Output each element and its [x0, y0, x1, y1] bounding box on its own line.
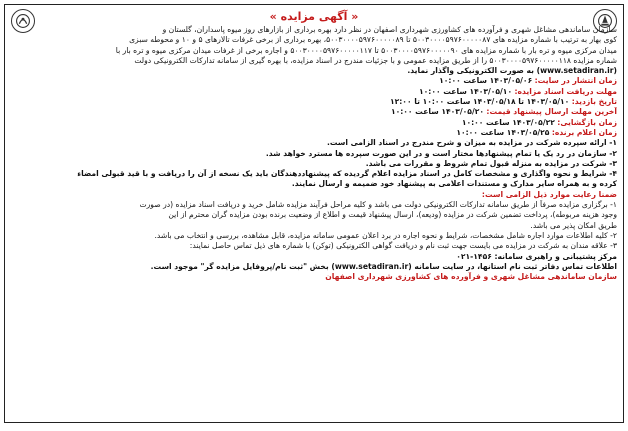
schedule-label: زمان اعلام برنده: — [551, 127, 617, 137]
schedule-row — [11, 128, 617, 138]
schedule-row — [11, 118, 617, 128]
intro-line: شماره مزایده ۵۰۰۳۰۰۰۰۵۹۷۶۰۰۰۰۰۱۱۸ را از طریق مزایده عمومی و با جزئیات مندرج در اسناد مزایده، با بهره گیری از سامانه تدارکات الکترونیکی دولت — [134, 55, 617, 65]
intro-line: سازمان ساماندهی مشاغل شهری و فرآورده های کشاورزی شهرداری اصفهان در نظر دارد بهره برداری از بازارهای روز میوه پاسداران، گلستان و — [162, 25, 617, 34]
guarantee-item: وجود هزینه مربوطه)، پرداخت تضمین شرکت در مزایده (ودیعه)، ارسال پیشنهاد قیمت و اطلاع از وضعیت برنده بودن مزایده گران محترم از این — [168, 210, 617, 220]
schedule-label: زمان انتشار در سایت: — [534, 76, 617, 86]
notice-title: « آگهی مزایده » — [269, 10, 359, 23]
condition-item: ۱- ارائه سپرده شرکت در مزایده به میزان و شرح مندرج در اسناد الزامی است. — [326, 138, 617, 148]
notice-footer: سازمان ساماندهی مشاغل شهری و فرآورده های کشاورزی شهرداری اصفهان — [325, 272, 617, 282]
condition-item: ۲- سازمان در رد یک یا تمام پیشنهادها مختار است و در این صورت سپرده ها مسترد خواهد شد. — [265, 148, 617, 158]
schedule-row — [11, 76, 617, 86]
condition-item: ۳- شرکت در مزایده به منزله قبول تمام شروط و مقررات می باشد. — [365, 158, 617, 168]
schedule-value: ۱۴۰۳/۰۵/۲۲ ساعت ۱۰:۰۰ — [461, 117, 555, 127]
schedule-value: ۱۴۰۳/۰۵/۲۵ ساعت ۱۰:۰۰ — [456, 127, 550, 137]
schedule-row — [11, 107, 617, 117]
schedule-label: آخرین مهلت ارسال پیشنهاد قیمت: — [486, 107, 617, 117]
guarantee-heading: ضمنا رعایت موارد ذیل الزامی است: — [481, 189, 617, 199]
schedule-label: مهلت دریافت اسناد مزایده: — [514, 86, 617, 96]
schedule-value: ۱۴۰۳/۰۵/۰۶ ساعت ۱۰:۰۰ — [439, 76, 533, 86]
schedule-value: ۱۴۰۳/۰۵/۱۰ ساعت ۱۰:۰۰ — [419, 86, 513, 96]
intro-line: میدان مرکزی میوه و تره بار با شماره مزایده های ۵۰۰۳۰۰۰۰۵۹۷۶۰۰۰۰۰۹۰ تا ۵۰۰۳۰۰۰۰۵۹۷۶۰۰۰۰۰۱۱۷ و اجاره برخی از غرفات میدان مرکزی میوه و تره بار با — [115, 45, 617, 55]
schedule-row — [11, 97, 617, 107]
intro-line: (www.setadiran.ir) به صورت الکترونیکی واگذار نماید. — [407, 66, 617, 76]
guarantee-item: ۳- علاقه مندان به شرکت در مزایده می بایست جهت ثبت نام و دریافت گواهی الکترونیکی (توکن) با شماره های ذیل تماس حاصل نمایند: — [189, 241, 617, 251]
guarantee-item: طریق امکان پذیر می باشد. — [530, 220, 617, 230]
guarantee-item: ۲- کلیه اطلاعات موارد اجاره شامل مشخصات، شرایط و نحوه اجاره در برد اعلان عمومی سامانه مزایده، قابل مشاهده، بررسی و انتخاب می باشد. — [154, 230, 617, 240]
guarantee-item: اطلاعات تماس دفاتر ثبت نام استانها، در سایت سامانه (www.setadiran.ir) بخش "ثبت نام/پروفایل مزایده گر" موجود است. — [150, 261, 617, 271]
schedule-value: ۱۴۰۳/۰۵/۲۰ ساعت ۱۰:۰۰ — [390, 107, 484, 117]
notice-body — [11, 25, 617, 282]
schedule-label: زمان بازگشایی: — [557, 117, 617, 127]
condition-item: ۴- شرایط و نحوه واگذاری و مشخصات کامل در اسناد مزایده اعلام گردیده که پیشنهاددهندگان باید یک نسخه از آن را دریافت و با قید قبولی امضاء — [77, 169, 617, 179]
guarantee-item: مرکز پشتیبانی و راهبری سامانه: ۱۴۵۶-۰۲۱ — [456, 251, 617, 261]
schedule-label: تاریخ بازدید: — [571, 97, 617, 107]
condition-item: کرده و به همراه سایر مدارک و مستندات اعلامی به پیشنهاد خود ضمیمه و ارسال نمایند. — [291, 179, 617, 189]
intro-line: کوی بهار به ترتیب با شماره مزایده های ۵۰۰۳۰۰۰۰۵۹۷۶۰۰۰۰۰۸۷ تا ۵۰۰۳۰۰۰۰۵۹۷۶۰۰۰۰۰۸۹، بهره برداری از برخی غرفات تالارهای ۵ و ۱۰ و محوطه سبزی — [129, 35, 617, 45]
schedule-row — [11, 87, 617, 97]
schedule-value: ۱۴۰۳/۰۵/۱۰ تا ۱۴۰۳/۰۵/۱۸ ساعت ۱۰:۰۰ تا ۱۲:۰۰ — [390, 97, 570, 107]
auction-notice — [4, 4, 624, 423]
guarantee-item: ۱- برگزاری مزایده صرفاً از طریق سامانه تدارکات الکترونیکی دولت می باشد و کلیه مراحل فرآیند مزایده شامل خرید و دریافت اسناد مزایده (در صورت — [139, 200, 617, 210]
